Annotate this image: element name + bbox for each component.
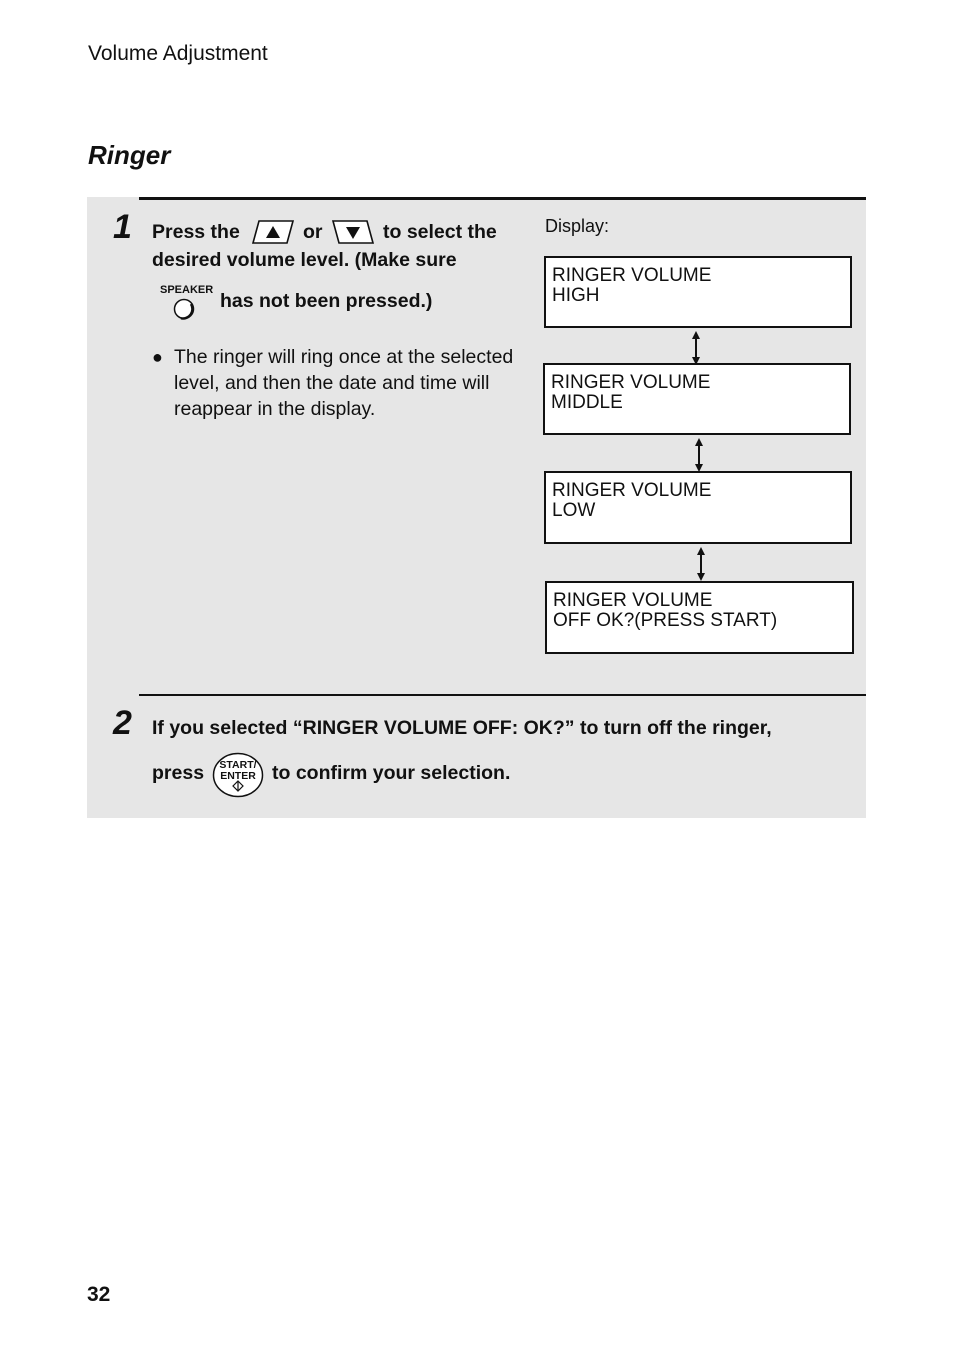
step-1-press-text: Press the [152,221,240,243]
display-line-1: RINGER VOLUME [551,372,711,393]
step-1-line-2: desired volume level. (Make sure [152,249,457,271]
step-1-line-3: has not been pressed.) [220,290,433,312]
display-line-2: OFF OK?(PRESS START) [553,610,778,631]
step-2-number: 2 [113,704,132,742]
step-divider [139,694,866,696]
double-arrow-icon [694,546,708,582]
step-2-confirm-text: to confirm your selection. [272,762,511,784]
display-box-high [544,256,852,328]
double-arrow-icon [689,330,703,366]
up-arrow-key-icon [251,219,295,245]
down-arrow-key-icon [331,219,375,245]
display-line-2: LOW [552,500,596,521]
double-arrow-icon [692,437,706,473]
display-label: Display: [545,216,610,236]
display-line-2: MIDDLE [551,392,623,413]
start-enter-button-icon [212,752,264,798]
step-1-note: The ringer will ring once at the selected level, and then the date and time will reappear in the display. [174,346,514,420]
top-rule [139,197,866,200]
step-1-or-text: or [303,221,323,243]
step-2-press-text: press [152,762,205,784]
bullet-dot: ● [152,347,163,367]
speaker-label: SPEAKER [160,284,214,296]
display-box-middle [543,363,851,435]
section-title: Ringer [88,140,171,170]
step-2-line-1: If you selected “RINGER VOLUME OFF: OK?” to turn off the ringer, [152,717,772,739]
enter-label: ENTER [220,770,256,782]
step-1-select-text: to select the [383,221,497,243]
display-box-low [544,471,852,544]
page-number: 32 [87,1283,111,1306]
display-line-1: RINGER VOLUME [552,265,712,286]
start-label: START/ [219,759,257,771]
display-line-1: RINGER VOLUME [552,480,712,501]
display-box-off [545,581,854,654]
header-title: Volume Adjustment [88,42,268,65]
step-1-number: 1 [113,208,132,246]
speaker-button-icon [173,298,195,320]
display-line-2: HIGH [552,285,600,306]
display-line-1: RINGER VOLUME [553,590,713,611]
